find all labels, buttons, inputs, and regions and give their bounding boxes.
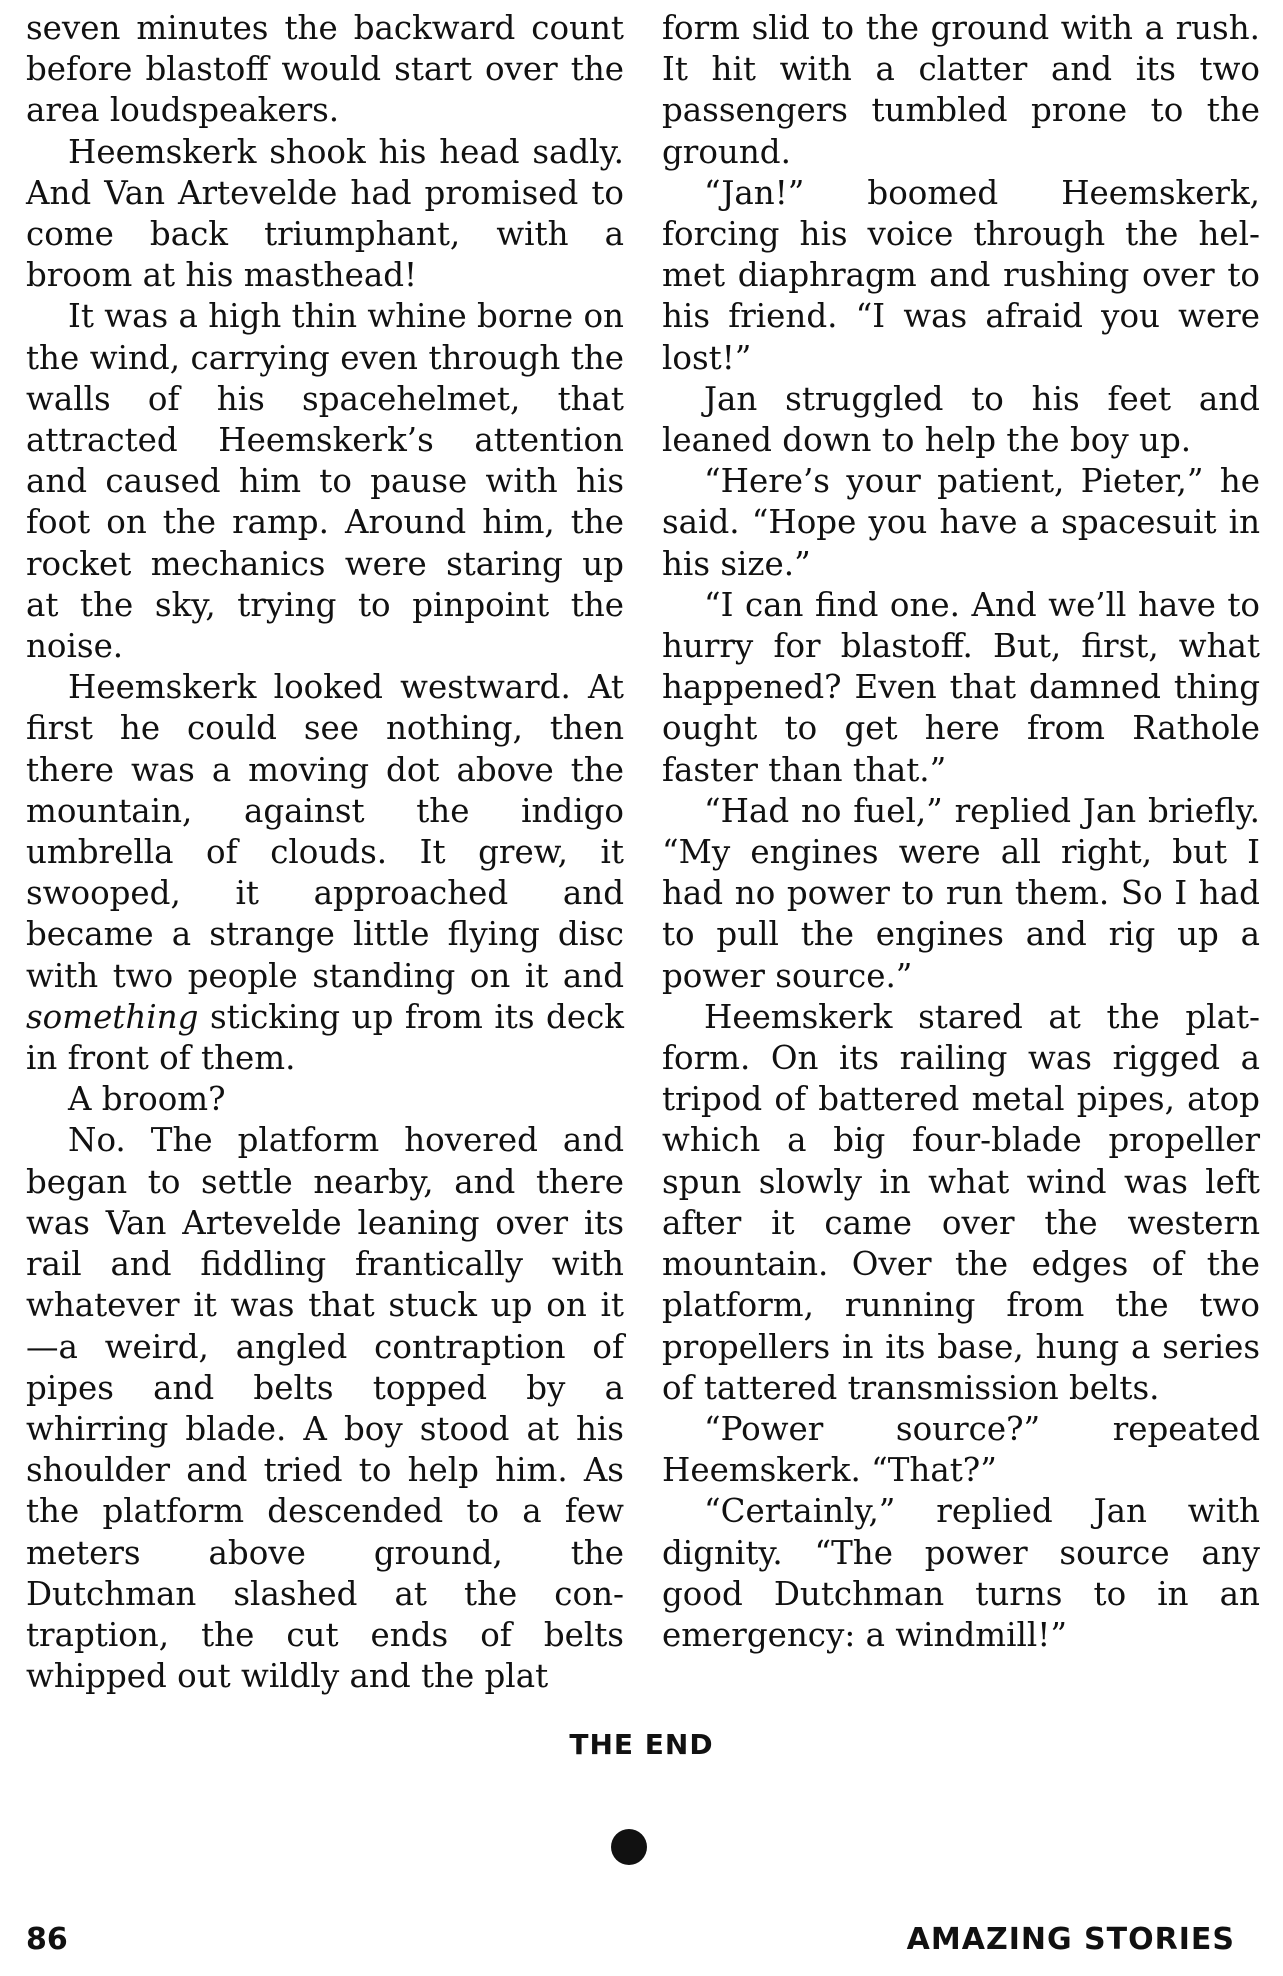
paragraph: “Had no fuel,” replied Jan briefly. “My engines were all right, but I had no power to run them. So I had to pull the engines and rig up a power source.” (662, 791, 1260, 995)
paragraph: form slid to the ground with a rush. It hit with a clatter and its two passengers tumbled prone to the ground. (662, 9, 1260, 171)
paragraph: “Power source?” repeated Heemskerk. “That?” (662, 1409, 1260, 1490)
left-text-column (26, 8, 624, 1697)
paragraph-text: Heemskerk looked westward. At first he could see nothing, then there was a moving dot above the mountain, against the indigo umbrella of clouds. It grew, it swooped, it approached and became a strange little flying disc with two people standing on it and (26, 668, 624, 995)
paragraph: Heemskerk stared at the platform. On its railing was rigged a tripod of battered metal pipes, atop which a big four-blade propeller spun slowly in what wind was left after it came over the western mountain. Over the edges of the platform, running from the two propellers in its base, hung a series of tattered transmission belts. (662, 997, 1260, 1407)
paragraph: “Jan!” boomed Heemskerk, forcing his voice through the helmet diaphragm and rushing over to his friend. “I was afraid you were lost!” (662, 173, 1260, 377)
paragraph: Jan struggled to his feet and leaned down to help the boy up. (662, 379, 1260, 460)
page-number: 86 (26, 1922, 68, 1957)
paragraph (26, 667, 624, 1079)
italic-word: something (26, 997, 199, 1036)
right-text-column (662, 8, 1260, 1656)
paragraph: “Here’s your patient, Pieter,” he said. “Hope you have a spacesuit in his size.” (662, 462, 1260, 583)
paragraph-text: sticking up from its deck in front of them. (26, 997, 624, 1078)
paragraph: “Certainly,” replied Jan with dignity. “The power source any good Dutchman turns to in an emergency: a windmill!” (662, 1492, 1260, 1654)
paragraph: No. The platform hovered and began to settle nearby, and there was Van Artevelde leaning over its rail and fiddling frantically with whatever it was that stuck up on it—a weird, angled contraption of pipes and belts topped by a whirring blade. A boy stood at his shoulder and tried to help him. As the platform descended to a few meters above ground, the Dutchman slashed at the contraption, the cut ends of belts whipped out wildly and the plat (26, 1121, 624, 1696)
paragraph: Heemskerk shook his head sadly. And Van Artevelde had promised to come back triumphant, with a broom at his masthead! (26, 132, 624, 295)
paragraph: It was a high thin whine borne on the wind, carrying even through the walls of his spacehelmet, that attracted Heemskerk’s attention and caused him to pause with his foot on the ramp. Around him, the rocket mechanics were staring up at the sky, trying to pinpoint the noise. (26, 297, 624, 666)
paragraph: “I can find one. And we’ll have to hurry for blastoff. But, first, what happened? Even that damned thing ought to get here from Rathole faster than that.” (662, 585, 1260, 789)
paragraph: seven minutes the backward count before blastoff would start over the area loudspeakers. (26, 9, 624, 130)
the-end-heading: THE END (569, 1728, 714, 1761)
paragraph: A broom? (68, 1080, 226, 1119)
bullet-dot-icon (611, 1829, 647, 1865)
magazine-title: AMAZING STORIES (906, 1922, 1235, 1957)
